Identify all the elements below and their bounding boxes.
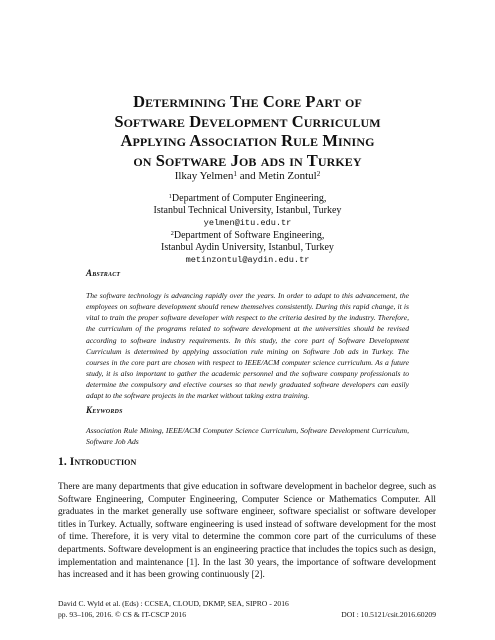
affiliation-email: metinzontul@aydin.edu.tr xyxy=(185,255,310,266)
affiliation-institution: Istanbul Technical University, Istanbul, Turkey xyxy=(153,205,342,217)
affiliation-dept-text: Department of Computer Engineering, xyxy=(171,193,327,204)
abstract-heading: Abstract xyxy=(86,268,121,278)
affiliation-dept xyxy=(0,230,495,242)
affiliation-dept xyxy=(0,193,495,205)
footer-doi: DOI : 10.5121/csit.2016.60209 xyxy=(341,609,436,619)
author-line xyxy=(0,170,495,183)
affiliation-mark: 2 xyxy=(170,229,174,237)
affiliations xyxy=(0,193,495,266)
author-joiner: and xyxy=(236,170,259,182)
affiliation-email: yelmen@itu.edu.tr xyxy=(203,218,292,229)
title-line: Applying Association Rule Mining xyxy=(120,131,375,150)
title-line: Determining The Core Part of xyxy=(133,92,362,111)
affiliation-dept-text: Department of Software Engineering, xyxy=(173,229,325,241)
footer-pages: pp. 93–106, 2016. © CS & IT-CSCP 2016 xyxy=(58,609,186,619)
affiliation-institution: Istanbul Aydin University, Istanbul, Turkey xyxy=(161,241,334,253)
paper-title xyxy=(40,92,455,170)
title-line: on Software Job ads in Turkey xyxy=(133,150,362,170)
author-affiliation-mark: 1 xyxy=(233,170,237,178)
abstract-text: The software technology is advancing rapidly over the years. In order to adapt to this advancement, the employees on software development should renew themselves consistently. During this rapid change, it is vital to train the proper software developer with respect to the criteria desired by the industry. Therefore, the curriculum of the programs related to software development at the universities should be revised according to software industry requirements. In this study, the core part of Software Development Curriculum is determined by applying association rule mining on Software Job ads in Turkey. The courses in the core part are chosen with respect to IEEE/ACM computer science curriculum. As a future study, it is also important to gather the academic personnel and the software company professionals to determine the compulsory and elective courses so that newly graduated software developers can easily adapt to the software projects in the market without taking extra training. xyxy=(86,291,409,401)
title-line: Software Development Curriculum xyxy=(114,111,381,131)
section-heading-introduction: 1. Introduction xyxy=(58,456,137,468)
affiliation-mark: 1 xyxy=(168,193,172,200)
footer-editors: David C. Wyld et al. (Eds) : CCSEA, CLOUD, DKMP, SEA, SIPRO - 2016 xyxy=(58,599,289,608)
keywords-heading: Keywords xyxy=(86,405,123,415)
author-name: Metin Zontul xyxy=(258,170,317,182)
author-affiliation-mark: 2 xyxy=(316,170,321,178)
author-name: Ilkay Yelmen xyxy=(174,170,234,182)
introduction-body: There are many departments that give education in software development in bachelor degree, such as Software Engineering, Computer Engineering, Computer Science or Mathematics Computer. All graduates in the market generally use software engineer, software specialist or software developer titles in Turkey. Actually, software engineering is used instead of software development for the most of time. Therefore, it is very vital to determine the common core part of the curriculums of these departments. Software development is an engineering practice that includes the topics such as design, implementation and maintenance [1]. In the last 30 years, the importance of software development has increased and it has been growing continuously [2]. xyxy=(58,482,436,581)
footer-citation xyxy=(58,599,289,620)
keywords-text: Association Rule Mining, IEEE/ACM Computer Science Curriculum, Software Development Curriculum, Software Job Ads xyxy=(86,426,409,446)
